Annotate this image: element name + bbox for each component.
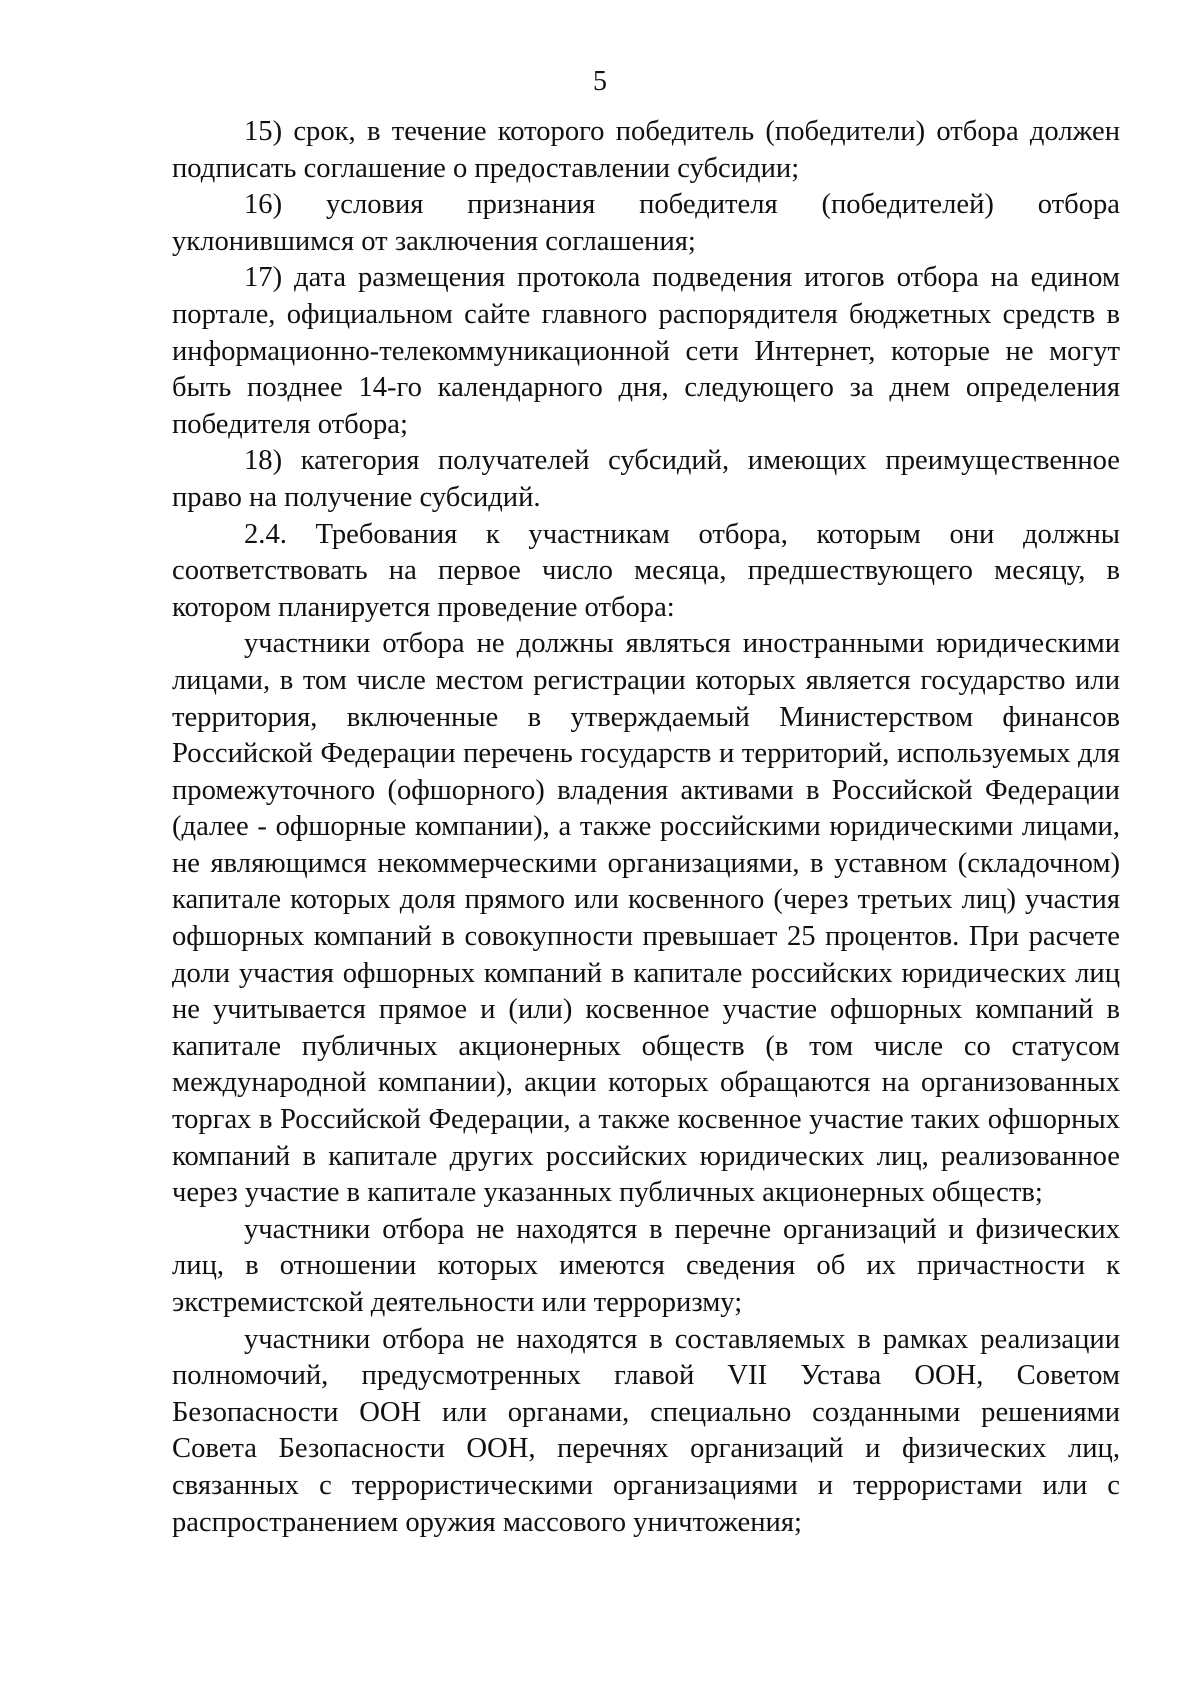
paragraph-section-2-4: 2.4. Требования к участникам отбора, которым они должны соответствовать на первое число месяца, предшествующего месяцу, в котором планируется проведение отбора: — [172, 518, 1120, 623]
paragraph-extremism-requirement: участники отбора не находятся в перечне организаций и физических лиц, в отношении которых имеются сведения об их причастности к экстремистской деятельности или терроризму; — [172, 1213, 1120, 1318]
paragraph-offshore-requirement: участники отбора не должны являться иностранными юридическими лицами, в том числе местом регистрации которых является государство или территория, включенные в утверждаемый Министерством финансов Российской Федерации перечень государств и территорий, используемых для промежуточного (офшорного) владения активами в Российской Федерации (далее - офшорные компании), а также российскими юридическими лицами, не являющимся некоммерческими организациями, в уставном (складочном) капитале которых доля прямого или косвенного (через третьих лиц) участия офшорных компаний в совокупности превышает 25 процентов. При расчете доли участия офшорных компаний в капитале российских юридических лиц не учитывается прямое и (или) косвенное участие офшорных компаний в капитале публичных акционерных обществ (в том числе со статусом международной компании), акции которых обращаются на организованных торгах в Российской Федерации, а также косвенное участие таких офшорных компаний в капитале других российских юридических лиц, реализованное через участие в капитале указанных публичных акционерных обществ; — [172, 628, 1120, 1209]
page-number: 5 — [593, 66, 607, 97]
paragraph-un-sanctions-requirement: участники отбора не находятся в составляемых в рамках реализации полномочий, предусмотренных главой VII Устава ООН, Советом Безопасности ООН или органами, специально созданными решениями Совета Безопасности ООН, перечнях организаций и физических лиц, связанных с террористическими организациями и террористами или с распространением оружия массового уничтожения; — [172, 1323, 1120, 1538]
document-body — [172, 114, 1120, 1541]
paragraph-item-18: 18) категория получателей субсидий, имеющих преимущественное право на получение субсидий. — [172, 445, 1120, 513]
paragraph-item-16: 16) условия признания победителя (победителей) отбора уклонившимся от заключения соглашения; — [172, 189, 1120, 257]
paragraph-item-15: 15) срок, в течение которого победитель (победители) отбора должен подписать соглашение о предоставлении субсидии; — [172, 116, 1120, 184]
paragraph-item-17: 17) дата размещения протокола подведения итогов отбора на едином портале, официальном сайте главного распорядителя бюджетных средств в информационно-телекоммуникационной сети Интернет, которые не могут быть позднее 14-го календарного дня, следующего за днем определения победителя отбора; — [172, 262, 1120, 440]
